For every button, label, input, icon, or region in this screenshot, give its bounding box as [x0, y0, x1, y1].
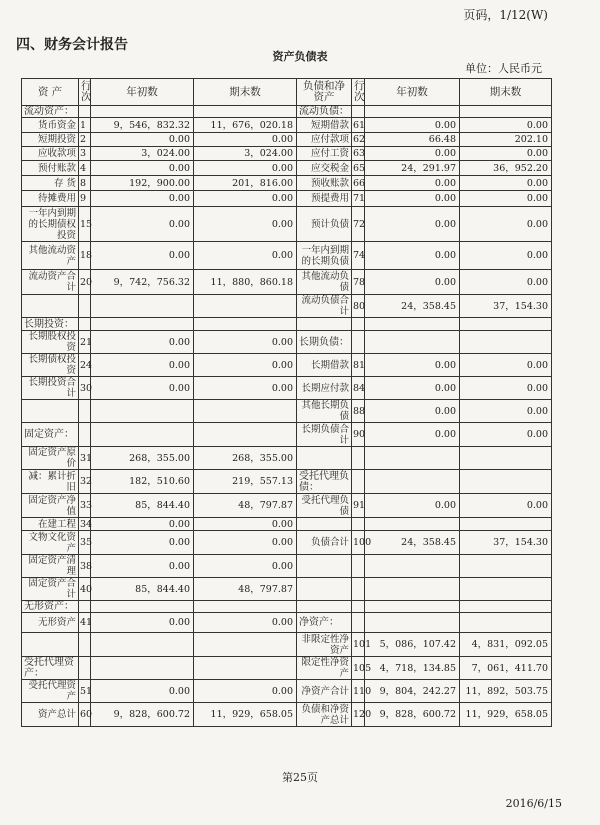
liability-beginning-value: 9，804，242.27: [365, 680, 460, 703]
asset-beginning-value: [91, 423, 194, 447]
table-row: [22, 133, 552, 147]
table-row: [22, 400, 552, 423]
asset-line-no: [79, 400, 91, 423]
asset-beginning-value: 0.00: [91, 133, 194, 147]
liability-line-no: [352, 578, 365, 601]
asset-beginning-value: [91, 400, 194, 423]
liability-line-no: 71: [352, 191, 365, 207]
table-row: [22, 331, 552, 354]
liability-ending-value: [460, 470, 552, 494]
asset-name: 无形资产: [22, 613, 79, 633]
asset-name: [22, 295, 79, 318]
asset-line-no: 9: [79, 191, 91, 207]
asset-ending-value: 201，816.00: [194, 176, 297, 191]
liability-line-no: 105: [352, 657, 365, 680]
liability-line-no: 65: [353, 162, 366, 174]
liability-name: 非限定性净资产: [297, 633, 352, 657]
asset-name: 货币资金: [22, 118, 79, 133]
table-row: [22, 106, 552, 118]
liability-name: 长期负债合计: [297, 423, 352, 447]
asset-ending-value: 0.00: [194, 191, 297, 207]
asset-ending-value: 48，797.87: [194, 578, 297, 601]
asset-ending-value: 0.00: [194, 331, 297, 354]
liability-ending-value: [460, 613, 552, 633]
liability-beginning-value: 66.48: [365, 133, 460, 147]
asset-beginning-value: 9，828，600.72: [91, 703, 194, 727]
liability-beginning-value: 0.00: [365, 354, 460, 377]
asset-beginning-value: 0.00: [91, 518, 194, 531]
table-row: [22, 270, 552, 295]
asset-line-no: [79, 318, 91, 331]
asset-line-no: 1: [79, 118, 91, 133]
liability-line-no: [352, 331, 365, 354]
liability-line-no: [352, 555, 365, 578]
asset-beginning-value: 0.00: [91, 207, 194, 242]
asset-name: 固定资产合计: [22, 578, 79, 601]
asset-beginning-value: 0.00: [91, 680, 194, 703]
asset-beginning-value: 9，546，832.32: [91, 118, 194, 133]
liability-name: [297, 318, 352, 331]
liability-ending-value: [460, 106, 552, 118]
table-row: [22, 613, 552, 633]
liability-beginning-value: [365, 470, 460, 494]
asset-line-no: [79, 601, 91, 613]
asset-name: 待摊费用: [22, 191, 79, 207]
liability-beginning-value: [365, 447, 460, 470]
asset-line-no: [79, 106, 91, 118]
table-row: [22, 531, 552, 555]
asset-line-no: 33: [79, 494, 91, 518]
liability-beginning-value: 0.00: [365, 207, 460, 242]
asset-ending-value: 11，676，020.18: [194, 118, 297, 133]
liability-name: 限定性净资产: [297, 657, 352, 680]
table-row: [22, 242, 552, 270]
liability-beginning-value: [365, 613, 460, 633]
liability-name: 应付工资: [297, 147, 352, 161]
asset-line-no: 34: [80, 518, 93, 530]
table-row: [22, 295, 552, 318]
asset-name: 受托代理资产: [22, 680, 79, 703]
asset-name: [22, 400, 79, 423]
asset-beginning-value: 182，510.60: [91, 470, 194, 494]
liability-line-no: 63: [353, 148, 366, 159]
liability-line-no: 90: [352, 423, 365, 447]
liability-beginning-value: [365, 601, 460, 613]
liability-beginning-value: 24，291.97: [365, 161, 460, 176]
liability-beginning-value: 24，358.45: [365, 531, 460, 555]
header-row: [22, 79, 552, 106]
header-beginning: 年初数: [91, 79, 194, 106]
liability-line-no: 66: [353, 177, 366, 189]
liability-name: 预计负债: [297, 207, 352, 242]
asset-name: 长期投资合计: [22, 377, 79, 400]
currency-unit: 单位：人民币元: [465, 62, 542, 75]
asset-ending-value: [194, 295, 297, 318]
table-row: [22, 377, 552, 400]
liability-ending-value: 37，154.30: [460, 295, 552, 318]
liability-line-no: [352, 447, 365, 470]
asset-ending-value: [194, 318, 297, 331]
asset-name: [22, 633, 79, 657]
asset-ending-value: 0.00: [194, 518, 297, 531]
liability-name: [297, 601, 352, 613]
liability-ending-value: 0.00: [460, 176, 552, 191]
asset-ending-value: 0.00: [194, 207, 297, 242]
asset-ending-value: [194, 601, 297, 613]
asset-beginning-value: [91, 657, 194, 680]
liability-beginning-value: 9，828，600.72: [365, 703, 460, 727]
asset-line-no: 38: [79, 555, 91, 578]
asset-ending-value: 0.00: [194, 242, 297, 270]
table-row: [22, 555, 552, 578]
asset-beginning-value: 268，355.00: [91, 447, 194, 470]
liability-line-no: 84: [352, 377, 365, 400]
liability-line-no: 101: [352, 633, 365, 657]
liability-beginning-value: [365, 518, 460, 531]
table-row: [22, 318, 552, 331]
liability-name: 预收账款: [297, 176, 352, 191]
section-heading: 四、财务会计报告: [16, 37, 128, 53]
asset-line-no: 40: [79, 578, 91, 601]
table-row: [22, 191, 552, 207]
asset-name: 一年内到期的长期债权投资: [22, 207, 79, 242]
liability-line-no: 74: [352, 242, 365, 270]
asset-name: 无形资产：: [22, 601, 79, 613]
liability-name: [297, 447, 352, 470]
liability-beginning-value: 0.00: [365, 423, 460, 447]
liability-beginning-value: [365, 318, 460, 331]
header-liabilities: 负债和净资产: [297, 79, 352, 106]
table-row: [22, 578, 552, 601]
table-row: [22, 147, 552, 161]
header-ending: 期末数: [194, 79, 297, 106]
liability-name: [297, 518, 352, 531]
table-row: [22, 354, 552, 377]
asset-beginning-value: [91, 633, 194, 657]
asset-name: 预付账款: [22, 161, 79, 176]
liability-name: [297, 555, 352, 578]
liability-name: 长期应付款: [297, 377, 352, 400]
liability-name: 净资产合计: [297, 680, 352, 703]
header-ending-right: 期末数: [460, 79, 552, 106]
asset-beginning-value: 3，024.00: [91, 147, 194, 161]
footer-page-number: 第25页: [282, 771, 318, 784]
table-row: [22, 633, 552, 657]
header-line-no-right: 行次: [352, 79, 365, 106]
asset-line-no: [79, 657, 91, 680]
asset-name: 固定资产：: [22, 423, 79, 447]
asset-ending-value: 0.00: [194, 133, 297, 147]
table-row: [22, 423, 552, 447]
liability-line-no: [352, 518, 365, 531]
asset-line-no: 4: [79, 161, 91, 176]
liability-beginning-value: 24，358.45: [365, 295, 460, 318]
asset-line-no: 51: [79, 680, 91, 703]
asset-line-no: 24: [79, 354, 91, 377]
report-date: 2016/6/15: [505, 797, 562, 810]
asset-beginning-value: [91, 295, 194, 318]
liability-beginning-value: [365, 578, 460, 601]
asset-name: 固定资产原价: [22, 447, 79, 470]
asset-name: 在建工程: [22, 518, 79, 531]
liability-ending-value: 11，929，658.05: [460, 703, 552, 727]
liability-ending-value: 0.00: [460, 494, 552, 518]
liability-beginning-value: 0.00: [365, 400, 460, 423]
liability-beginning-value: 4，718，134.85: [365, 657, 460, 680]
table-row: [22, 657, 552, 680]
liability-ending-value: 36，952.20: [460, 161, 552, 176]
table-row: [22, 494, 552, 518]
liability-name: 应交税金: [297, 161, 352, 176]
liability-beginning-value: 0.00: [365, 270, 460, 295]
asset-name: 长期投资：: [22, 318, 79, 331]
asset-beginning-value: 0.00: [91, 377, 194, 400]
header-line-no: 行次: [79, 79, 91, 106]
liability-name: 长期负债：: [297, 331, 352, 354]
asset-ending-value: [194, 400, 297, 423]
asset-ending-value: 0.00: [194, 555, 297, 578]
asset-line-no: 3: [79, 147, 91, 161]
asset-ending-value: 268，355.00: [194, 447, 297, 470]
asset-line-no: 21: [79, 331, 91, 354]
liability-line-no: [352, 318, 365, 331]
asset-beginning-value: [91, 318, 194, 331]
liability-name: 预提费用: [297, 191, 352, 207]
liability-line-no: 81: [352, 354, 365, 377]
asset-ending-value: [194, 633, 297, 657]
balance-sheet-table: [21, 78, 552, 727]
liability-name: 受托代理负债: [297, 494, 352, 518]
asset-ending-value: 0.00: [194, 680, 297, 703]
liability-ending-value: 0.00: [460, 191, 552, 207]
table-row: [22, 601, 552, 613]
liability-beginning-value: 0.00: [365, 242, 460, 270]
asset-line-no: 30: [79, 377, 91, 400]
asset-name: 固定资产净值: [22, 494, 79, 518]
liability-ending-value: 202.10: [460, 133, 552, 147]
liability-name: 应付款项: [297, 133, 352, 147]
table-row: [22, 118, 552, 133]
table-row: [22, 470, 552, 494]
asset-beginning-value: [91, 601, 194, 613]
liability-ending-value: 0.00: [460, 423, 552, 447]
liability-line-no: [352, 601, 365, 613]
liability-beginning-value: 0.00: [365, 191, 460, 207]
liability-ending-value: 0.00: [460, 147, 552, 161]
asset-beginning-value: [91, 106, 194, 118]
asset-beginning-value: 0.00: [91, 555, 194, 578]
asset-ending-value: 0.00: [194, 613, 297, 633]
asset-ending-value: 0.00: [194, 354, 297, 377]
liability-ending-value: 4，831，092.05: [460, 633, 552, 657]
asset-name: 长期股权投资: [22, 331, 79, 354]
asset-line-no: 15: [79, 207, 91, 242]
table-row: [22, 176, 552, 191]
asset-name: 受托代理资产：: [22, 657, 79, 680]
liability-beginning-value: 0.00: [365, 118, 460, 133]
asset-name: 文物文化资产: [22, 531, 79, 555]
liability-line-no: 62: [353, 134, 366, 145]
asset-beginning-value: 0.00: [91, 242, 194, 270]
asset-ending-value: 0.00: [194, 377, 297, 400]
asset-beginning-value: 0.00: [91, 191, 194, 207]
asset-ending-value: 11，880，860.18: [194, 270, 297, 295]
liability-ending-value: 0.00: [460, 207, 552, 242]
liability-line-no: 80: [352, 295, 365, 318]
liability-ending-value: [460, 601, 552, 613]
liability-line-no: 110: [352, 680, 365, 703]
asset-name: 应收款项: [22, 147, 79, 161]
liability-ending-value: [460, 447, 552, 470]
asset-beginning-value: 0.00: [91, 613, 194, 633]
liability-line-no: 78: [352, 270, 365, 295]
liability-name: 流动负债合计: [297, 295, 352, 318]
asset-beginning-value: 85，844.40: [91, 494, 194, 518]
asset-ending-value: 48，797.87: [194, 494, 297, 518]
liability-line-no: 91: [352, 494, 365, 518]
liability-line-no: [352, 613, 365, 633]
table-row: [22, 447, 552, 470]
asset-line-no: 35: [79, 531, 91, 555]
liability-ending-value: 0.00: [460, 118, 552, 133]
liability-name: 长期借款: [297, 354, 352, 377]
asset-ending-value: [194, 423, 297, 447]
asset-beginning-value: 85，844.40: [91, 578, 194, 601]
asset-line-no: 20: [79, 270, 91, 295]
asset-name: 短期投资: [22, 133, 79, 147]
liability-line-no: 72: [352, 207, 365, 242]
liability-ending-value: 37，154.30: [460, 531, 552, 555]
asset-name: 其他流动资产: [22, 242, 79, 270]
liability-ending-value: 0.00: [460, 270, 552, 295]
liability-beginning-value: [365, 555, 460, 578]
asset-beginning-value: 0.00: [91, 331, 194, 354]
liability-beginning-value: 5，086，107.42: [365, 633, 460, 657]
table-row: [22, 207, 552, 242]
liability-beginning-value: 0.00: [365, 176, 460, 191]
asset-line-no: [79, 295, 91, 318]
asset-name: 长期债权投资: [22, 354, 79, 377]
liability-ending-value: [460, 331, 552, 354]
liability-ending-value: [460, 318, 552, 331]
liability-name: 短期借款: [297, 118, 352, 133]
liability-name: 负债和净资产总计: [297, 703, 352, 727]
asset-name: 减：累计折旧: [22, 470, 79, 494]
asset-ending-value: [194, 657, 297, 680]
asset-ending-value: 3，024.00: [194, 147, 297, 161]
liability-ending-value: [460, 578, 552, 601]
asset-line-no: 32: [79, 470, 91, 494]
asset-ending-value: 219，557.13: [194, 470, 297, 494]
asset-beginning-value: 9，742，756.32: [91, 270, 194, 295]
liability-ending-value: 0.00: [460, 400, 552, 423]
asset-ending-value: [194, 106, 297, 118]
asset-beginning-value: 0.00: [91, 354, 194, 377]
asset-ending-value: 0.00: [194, 531, 297, 555]
asset-beginning-value: 0.00: [91, 531, 194, 555]
asset-line-no: 8: [79, 176, 91, 191]
liability-name: [297, 578, 352, 601]
liability-line-no: 120: [352, 703, 365, 727]
asset-beginning-value: 0.00: [91, 161, 194, 176]
liability-ending-value: 11，892，503.75: [460, 680, 552, 703]
liability-name: 其他长期负债: [297, 400, 352, 423]
asset-name: 流动资产合计: [22, 270, 79, 295]
table-row: [22, 680, 552, 703]
asset-name: 固定资产清理: [22, 555, 79, 578]
asset-name: 流动资产：: [22, 106, 79, 118]
liability-ending-value: [460, 518, 552, 531]
table-row: [22, 518, 552, 531]
table-title: 资产负债表: [272, 50, 328, 63]
asset-name: 资产总计: [22, 703, 79, 727]
liability-line-no: 61: [353, 119, 366, 131]
liability-line-no: 100: [352, 531, 365, 555]
asset-name: 存 货: [22, 176, 79, 191]
liability-ending-value: 0.00: [460, 242, 552, 270]
asset-line-no: 18: [79, 242, 91, 270]
liability-beginning-value: [365, 331, 460, 354]
liability-ending-value: 7，061，411.70: [460, 657, 552, 680]
liability-line-no: 88: [352, 400, 365, 423]
liability-name: 净资产：: [297, 613, 352, 633]
liability-beginning-value: 0.00: [365, 494, 460, 518]
table-row: [22, 161, 552, 176]
asset-line-no: 2: [79, 133, 91, 147]
asset-beginning-value: 192，900.00: [91, 176, 194, 191]
liability-name: 受托代理负债：: [297, 470, 352, 494]
liability-name: 一年内到期的长期负债: [297, 242, 352, 270]
asset-ending-value: 0.00: [194, 161, 297, 176]
liability-ending-value: 0.00: [460, 354, 552, 377]
asset-line-no: 41: [79, 613, 91, 633]
liability-name: 流动负债：: [297, 106, 352, 118]
liability-name: 负债合计: [297, 531, 352, 555]
liability-ending-value: 0.00: [460, 377, 552, 400]
header-beginning-right: 年初数: [365, 79, 460, 106]
asset-line-no: [79, 423, 91, 447]
liability-beginning-value: 0.00: [365, 377, 460, 400]
asset-line-no: 31: [79, 447, 91, 470]
page-number-label: 页码，1/12(W): [463, 8, 548, 22]
liability-beginning-value: [365, 106, 460, 118]
liability-ending-value: [460, 555, 552, 578]
liability-line-no: [352, 106, 365, 118]
liability-line-no: [352, 470, 365, 494]
table-row: [22, 703, 552, 727]
asset-line-no: [79, 633, 91, 657]
header-assets: 资 产: [22, 79, 79, 106]
asset-line-no: 60: [79, 703, 91, 727]
liability-name: 其他流动负债: [297, 270, 352, 295]
liability-beginning-value: 0.00: [365, 147, 460, 161]
asset-ending-value: 11，929，658.05: [194, 703, 297, 727]
